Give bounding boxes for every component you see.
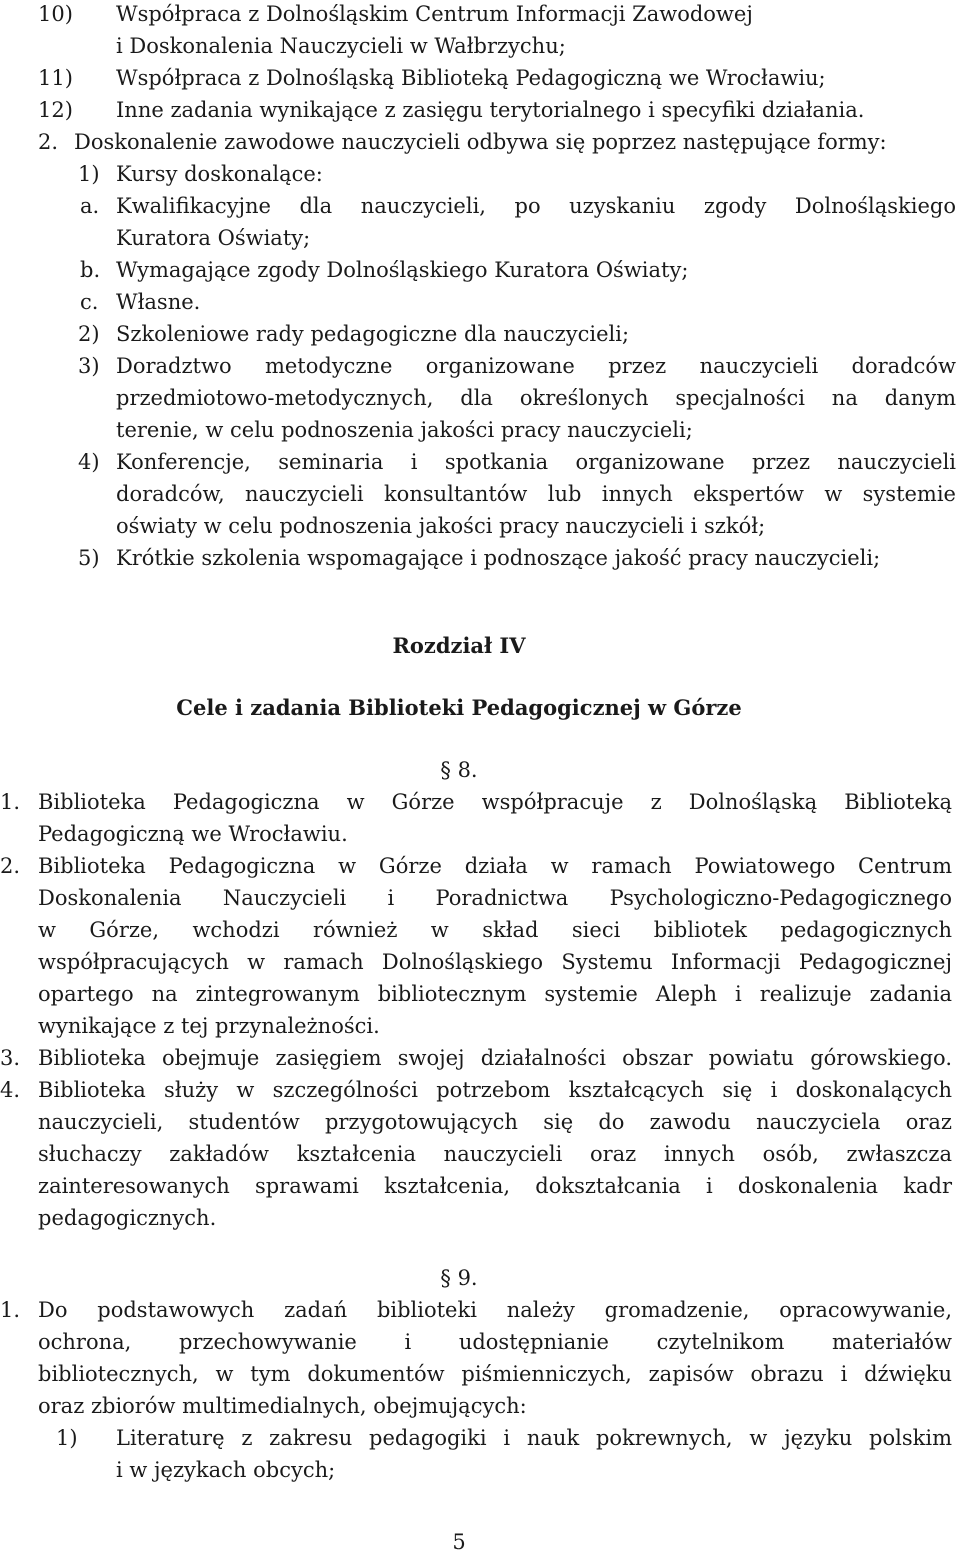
paragraph-number: 2. (38, 130, 59, 154)
paragraph-text: Do podstawowych zadań biblioteki należy gromadzenie, opracowywanie, (38, 1298, 952, 1322)
list-number: 10) (38, 2, 73, 26)
paragraph-text: Doskonalenie zawodowe nauczycieli odbywa się poprzez następujące formy: (74, 130, 887, 154)
list-item-text: Literaturę z zakresu pedagogiki i nauk pokrewnych, w języku polskim (116, 1426, 952, 1450)
paragraph-text: oraz zbiorów multimedialnych, obejmujących: (38, 1394, 527, 1418)
list-item-text: i w językach obcych; (116, 1458, 336, 1482)
list-item-text: i Doskonalenia Nauczycieli w Wałbrzychu; (116, 34, 566, 58)
paragraph-text: Biblioteka Pedagogiczna w Górze współpracuje z Dolnośląską Biblioteką (38, 790, 952, 814)
list-item-text: Konferencje, seminaria i spotkania organizowane przez nauczycieli (116, 450, 956, 474)
section-sign-heading (0, 756, 918, 784)
list-number: 1) (78, 162, 100, 186)
list-number: 11) (38, 66, 73, 90)
list-item-text: Krótkie szkolenia wspomagające i podnoszące jakość pracy nauczycieli; (116, 546, 881, 570)
page-number: 5 (452, 1530, 466, 1554)
list-item-text: Współpraca z Dolnośląskim Centrum Informacji Zawodowej (116, 2, 753, 26)
paragraph-number: 4. (0, 1078, 21, 1102)
paragraph-text: w Górze, wchodzi również w skład sieci bibliotek pedagogicznych (38, 918, 952, 942)
list-number: 3) (78, 354, 100, 378)
paragraph-text: Biblioteka obejmuje zasięgiem swojej działalności obszar powiatu górowskiego. (38, 1046, 952, 1070)
chapter-heading: Rozdział IV (392, 633, 526, 658)
list-item-text: Doradztwo metodyczne organizowane przez nauczycieli doradców (116, 354, 956, 378)
list-number: 4) (78, 450, 100, 474)
list-number: 5) (78, 546, 100, 570)
section-sign-icon: § (440, 1266, 458, 1290)
list-item-text: oświaty w celu podnoszenia jakości pracy nauczycieli i szkół; (116, 514, 766, 538)
paragraph-text: bibliotecznych, w tym dokumentów piśmienniczych, zapisów obrazu i dźwięku (38, 1362, 952, 1386)
list-number: 2) (78, 322, 100, 346)
paragraph-text: Pedagogiczną we Wrocławiu. (38, 822, 348, 846)
list-item-text: Kwalifikacyjne dla nauczycieli, po uzyskaniu zgody Dolnośląskiego (116, 194, 956, 218)
paragraph-text: Doskonalenia Nauczycieli i Poradnictwa Psychologiczno-Pedagogicznego (38, 886, 952, 910)
paragraph-text: Biblioteka Pedagogiczna w Górze działa w ramach Powiatowego Centrum (38, 854, 952, 878)
paragraph-number: 2. (0, 854, 21, 878)
paragraph-text: pedagogicznych. (38, 1206, 217, 1230)
list-item-text: Kursy doskonalące: (116, 162, 323, 186)
list-number: 1) (56, 1426, 78, 1450)
section-sign-heading (0, 1264, 918, 1292)
list-letter: b. (80, 258, 101, 282)
list-letter: a. (80, 194, 100, 218)
chapter-title: Cele i zadania Biblioteki Pedagogicznej w Górze (176, 695, 742, 720)
paragraph-text: opartego na zintegrowanym bibliotecznym systemie Aleph i realizuje zadania (38, 982, 952, 1006)
list-item-text: Inne zadania wynikające z zasięgu terytorialnego i specyfiki działania. (116, 98, 865, 122)
paragraph-text: wynikające z tej przynależności. (38, 1014, 380, 1038)
paragraph-text: nauczycieli, studentów przygotowujących się do zawodu nauczyciela oraz (38, 1110, 952, 1134)
section-number: 8. (457, 758, 478, 782)
paragraph-text: ochrona, przechowywanie i udostępnianie czytelnikom materiałów (38, 1330, 952, 1354)
list-letter: c. (80, 290, 99, 314)
paragraph-text: Biblioteka służy w szczególności potrzebom kształcących się i doskonalących (38, 1078, 952, 1102)
paragraph-number: 1. (0, 790, 21, 814)
paragraph-number: 3. (0, 1046, 21, 1070)
section-sign-icon: § (440, 758, 458, 782)
list-item-text: Wymagające zgody Dolnośląskiego Kuratora Oświaty; (116, 258, 689, 282)
list-number: 12) (38, 98, 73, 122)
list-item-text: Szkoleniowe rady pedagogiczne dla nauczycieli; (116, 322, 630, 346)
list-item-text: Współpraca z Dolnośląską Biblioteką Pedagogiczną we Wrocławiu; (116, 66, 826, 90)
paragraph-number: 1. (0, 1298, 21, 1322)
paragraph-text: zainteresowanych sprawami kształcenia, dokształcania i doskonalenia kadr (38, 1174, 952, 1198)
list-item-text: doradców, nauczycieli konsultantów lub innych ekspertów w systemie (116, 482, 956, 506)
paragraph-text: słuchaczy zakładów kształcenia nauczycieli oraz innych osób, zwłaszcza (38, 1142, 952, 1166)
list-item-text: Własne. (116, 290, 201, 314)
paragraph-text: współpracujących w ramach Dolnośląskiego Systemu Informacji Pedagogicznej (38, 950, 952, 974)
list-item-text: Kuratora Oświaty; (116, 226, 311, 250)
list-item-text: przedmiotowo-metodycznych, dla określonych specjalności na danym (116, 386, 956, 410)
section-number: 9. (457, 1266, 478, 1290)
list-item-text: terenie, w celu podnoszenia jakości pracy nauczycieli; (116, 418, 693, 442)
